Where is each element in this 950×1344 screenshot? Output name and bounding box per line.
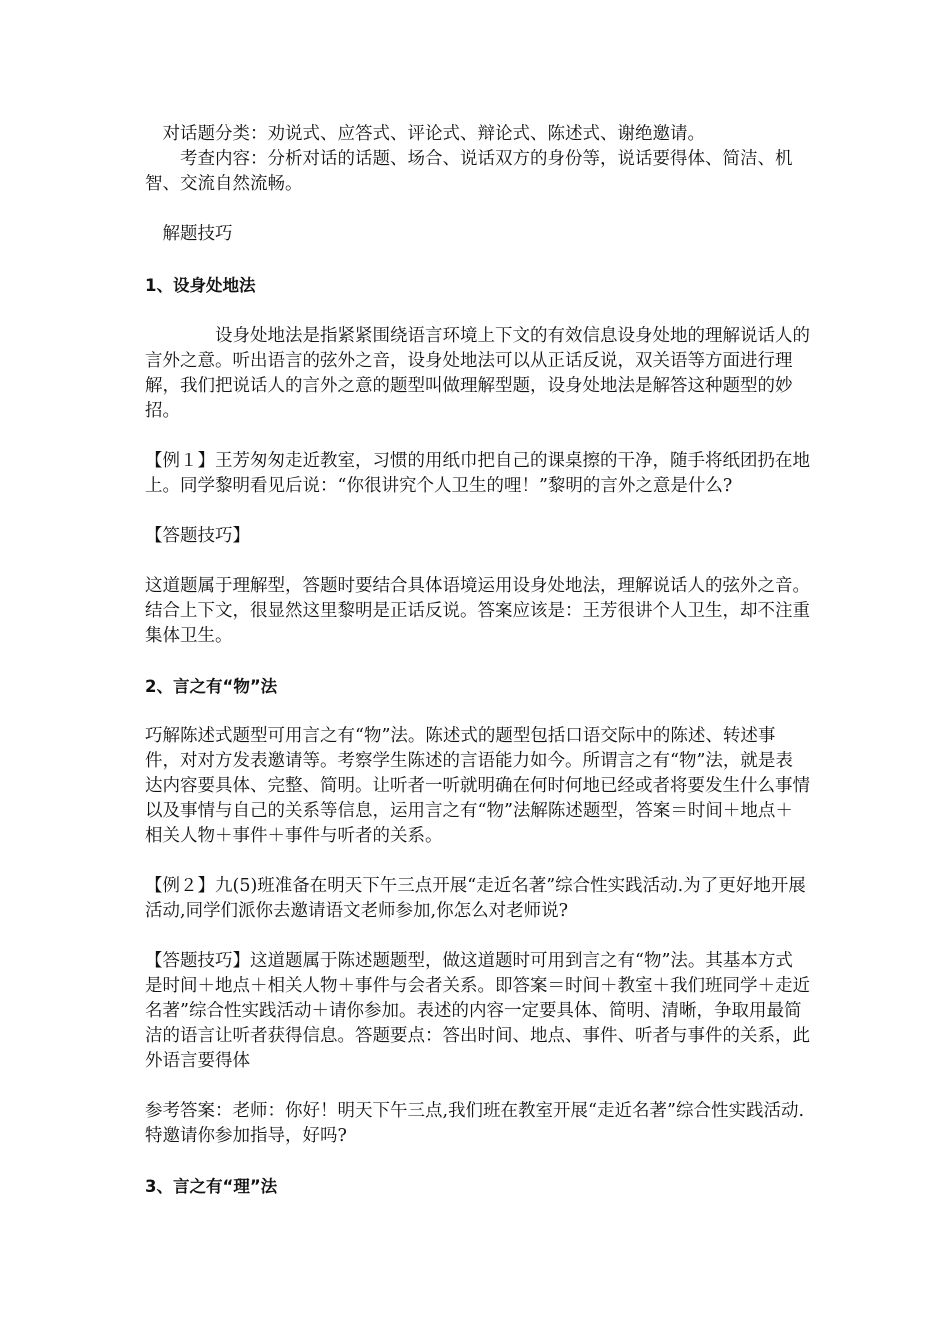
section-3-heading: 3、言之有“理”法	[145, 1177, 278, 1196]
example-1-tip: 这道题属于理解型，答题时要结合具体语境运用设身处地法，理解说话人的弦外之音。结合上下文，很显然这里黎明是正话反说。答案应该是：王芳很讲个人卫生，却不注重集体卫生。	[145, 576, 810, 646]
example-2: 【例２】九(5)班准备在明天下午三点开展“走近名著”综合性实践活动.为了更好地开展活动,同学们派你去邀请语文老师参加,你怎么对老师说?	[145, 876, 806, 921]
dialogue-categories: 对话题分类：劝说式、应答式、评论式、辩论式、陈述式、谢绝邀请。	[145, 124, 705, 144]
section-1-heading: 1、设身处地法	[145, 276, 256, 295]
section-2-heading: 2、言之有“物”法	[145, 677, 278, 696]
section-2-body: 巧解陈述式题型可用言之有“物”法。陈述式的题型包括口语交际中的陈述、转述事件，对对方发表邀请等。考察学生陈述的言语能力如今。所谓言之有“物”法，就是表达内容要具体、完整、简明。让听者一听就明确在何时何地已经或者将要发生什么事情以及事情与自己的关系等信息，运用言之有“物”法解陈述题型，答案＝时间＋地点＋相关人物＋事件＋事件与听者的关系。	[145, 726, 810, 846]
example-2-tip: 【答题技巧】这道题属于陈述题题型，做这道题时可用到言之有“物”法。其基本方式是时间＋地点＋相关人物＋事件与会者关系。即答案＝时间＋教室＋我们班同学＋走近名著”综合性实践活动＋请你参加。表述的内容一定要具体、简明、清晰，争取用最简洁的语言让听者获得信息。答题要点：答出时间、地点、事件、听者与事件的关系，此外语言要得体	[145, 951, 810, 1071]
example-2-answer: 参考答案：老师：你好！明天下午三点,我们班在教室开展“走近名著”综合性实践活动.特邀请你参加指导，好吗?	[145, 1101, 805, 1146]
example-1: 【例１】王芳匆匆走近教室，习惯的用纸巾把自己的课桌擦的干净，随手将纸团扔在地上。同学黎明看见后说：“你很讲究个人卫生的哩！”黎明的言外之意是什么?	[145, 451, 810, 496]
document-page	[145, 122, 810, 1199]
exam-content: 考查内容：分析对话的话题、场合、说话双方的身份等，说话要得体、简洁、机智、交流自然流畅。	[145, 149, 793, 194]
section-1-body: 设身处地法是指紧紧围绕语言环境上下文的有效信息设身处地的理解说话人的言外之意。听出语言的弦外之音，设身处地法可以从正话反说，双关语等方面进行理解，我们把说话人的言外之意的题型叫做理解型题，设身处地法是解答这种题型的妙招。	[145, 326, 810, 421]
example-1-tip-label: 【答题技巧】	[145, 526, 250, 546]
solving-tips-heading: 解题技巧	[145, 224, 233, 244]
